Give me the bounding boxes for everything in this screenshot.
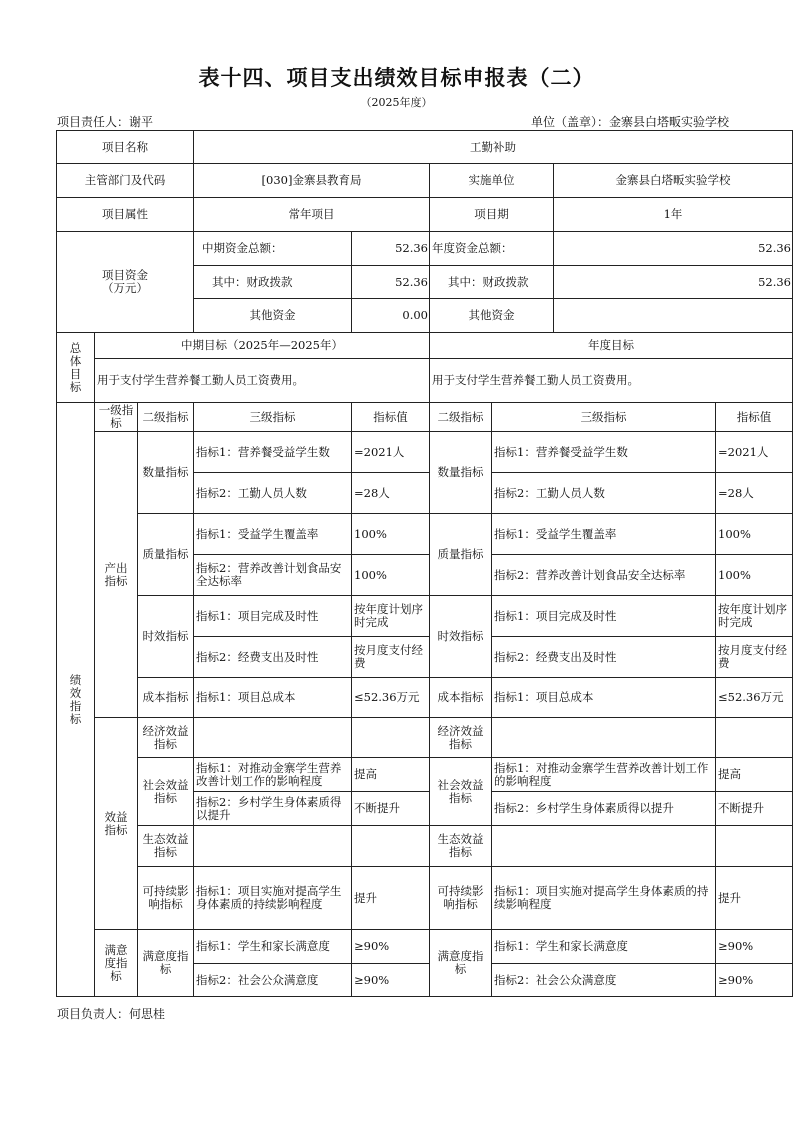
- hdr-level3: 三级指标: [194, 403, 352, 432]
- period-label: 项目期: [430, 198, 554, 232]
- table-row-l3: 指标1：受益学生覆盖率: [194, 514, 352, 555]
- table-row-value-year: =2021人: [716, 432, 793, 473]
- project-name-label: 项目名称: [57, 131, 194, 164]
- table-row-l3: 指标1：项目实施对提高学生身体素质的持续影响程度: [194, 867, 352, 930]
- table-row-value: =28人: [352, 473, 430, 514]
- table-row-value-year: [716, 718, 793, 758]
- table-row-l3: 指标2：营养改善计划食品安全达标率: [194, 555, 352, 596]
- table-row-l3: 指标2：乡村学生身体素质得以提升: [194, 792, 352, 826]
- hdr-value-year: 指标值: [716, 403, 793, 432]
- table-row-value: 提升: [352, 867, 430, 930]
- table-row-l3: 指标1：营养餐受益学生数: [194, 432, 352, 473]
- performance-table: [56, 130, 793, 997]
- table-row-l3-year: 指标2：工勤人员人数: [492, 473, 716, 514]
- funds-label: 项目资金 （万元）: [57, 232, 194, 333]
- mid-fiscal-value: 52.36: [352, 266, 430, 299]
- table-row-value: [352, 718, 430, 758]
- table-row-value: 100%: [352, 514, 430, 555]
- fiscal-year: （2025年度）: [360, 96, 433, 109]
- dept-value: [030]金寨县教育局: [194, 164, 430, 198]
- table-row-l3: 指标1：学生和家长满意度: [194, 930, 352, 964]
- unit-seal: 单位（盖章）：金寨县白塔畈实验学校: [530, 115, 729, 129]
- table-row-value: 按年度计划序时完成: [352, 596, 430, 637]
- table-row-l2-year: 时效指标: [430, 596, 492, 678]
- table-row-l3: 指标2：经费支出及时性: [194, 637, 352, 678]
- year-fiscal-label: 其中：财政拨款: [430, 266, 554, 299]
- year-other-label: 其他资金: [430, 299, 554, 333]
- table-row-value-year: 100%: [716, 514, 793, 555]
- table-row-l3-year: [492, 718, 716, 758]
- table-row-l3-year: 指标1：营养餐受益学生数: [492, 432, 716, 473]
- table-row-value: 100%: [352, 555, 430, 596]
- year-total-label: 年度资金总额：: [430, 232, 554, 266]
- year-fiscal-value: 52.36: [554, 266, 793, 299]
- project-name: 工勤补助: [194, 131, 793, 164]
- hdr-level2-year: 二级指标: [430, 403, 492, 432]
- table-row-l3-year: 指标1：项目总成本: [492, 678, 716, 718]
- table-row-value-year: ≥90%: [716, 930, 793, 964]
- table-row-l3-year: 指标1：项目完成及时性: [492, 596, 716, 637]
- table-row-value: 提高: [352, 758, 430, 792]
- dept-label: 主管部门及代码: [57, 164, 194, 198]
- hdr-level2: 二级指标: [138, 403, 194, 432]
- mid-fiscal-label: 其中：财政拨款: [194, 266, 352, 299]
- table-row-value: 不断提升: [352, 792, 430, 826]
- mid-total-value: 52.36: [352, 232, 430, 266]
- table-row-l3-year: 指标2：乡村学生身体素质得以提升: [492, 792, 716, 826]
- impl-label: 实施单位: [430, 164, 554, 198]
- year-other-value: [554, 299, 793, 333]
- table-row-value-year: [716, 826, 793, 867]
- table-row-l3-year: 指标2：营养改善计划食品安全达标率: [492, 555, 716, 596]
- table-row-value: ≤52.36万元: [352, 678, 430, 718]
- project-lead: 项目负责人：何思桂: [57, 1007, 166, 1021]
- perf-label: 绩 效 指 标: [57, 403, 95, 997]
- table-row-l2: 成本指标: [138, 678, 194, 718]
- mid-other-value: 0.00: [352, 299, 430, 333]
- table-row-l2-year: 经济效益指标: [430, 718, 492, 758]
- year-goal-header: 年度目标: [430, 333, 793, 359]
- table-row-l3-year: 指标1：学生和家长满意度: [492, 930, 716, 964]
- table-row-l2-year: 质量指标: [430, 514, 492, 596]
- table-row-value-year: 100%: [716, 555, 793, 596]
- mid-total-label: 中期资金总额：: [194, 232, 352, 266]
- table-row-l2-year: 数量指标: [430, 432, 492, 514]
- table-row-value-year: =28人: [716, 473, 793, 514]
- table-row-l3: 指标1：项目总成本: [194, 678, 352, 718]
- year-goal-text: 用于支付学生营养餐工勤人员工资费用。: [430, 359, 793, 403]
- table-row-l3: 指标1：对推动金寨学生营养改善计划工作的影响程度: [194, 758, 352, 792]
- table-row-l3-year: 指标2：社会公众满意度: [492, 964, 716, 997]
- table-row-l3-year: 指标1：受益学生覆盖率: [492, 514, 716, 555]
- table-row-l2: 质量指标: [138, 514, 194, 596]
- table-row-value-year: 按年度计划序时完成: [716, 596, 793, 637]
- responsible-person: 项目责任人：谢平: [57, 115, 154, 129]
- table-row-l3: 指标2：社会公众满意度: [194, 964, 352, 997]
- table-row-value: ≥90%: [352, 964, 430, 997]
- table-row-value: =2021人: [352, 432, 430, 473]
- overall-goal-label: 总 体 目 标: [57, 333, 95, 403]
- benefit-label: 效益指标: [95, 718, 138, 930]
- table-row-l3: [194, 718, 352, 758]
- table-row-value-year: 提高: [716, 758, 793, 792]
- table-row-l3: 指标2：工勤人员人数: [194, 473, 352, 514]
- table-row-value-year: ≤52.36万元: [716, 678, 793, 718]
- table-row-l3: [194, 826, 352, 867]
- table-row-l3-year: 指标1：对推动金寨学生营养改善计划工作的影响程度: [492, 758, 716, 792]
- impl-value: 金寨县白塔畈实验学校: [554, 164, 793, 198]
- hdr-level1: 一级指标: [95, 403, 138, 432]
- year-total-value: 52.36: [554, 232, 793, 266]
- table-row-l2: 社会效益指标: [138, 758, 194, 826]
- table-row-l3-year: [492, 826, 716, 867]
- table-row-l2: 时效指标: [138, 596, 194, 678]
- table-row-l3: 指标1：项目完成及时性: [194, 596, 352, 637]
- table-row-value-year: 提升: [716, 867, 793, 930]
- hdr-value: 指标值: [352, 403, 430, 432]
- period-value: 1年: [554, 198, 793, 232]
- table-row-l2: 生态效益指标: [138, 826, 194, 867]
- table-row-l2: 满意度指标: [138, 930, 194, 997]
- table-row-l2-year: 满意度指标: [430, 930, 492, 997]
- output-label: 产出指标: [95, 432, 138, 718]
- attr-label: 项目属性: [57, 198, 194, 232]
- table-row-value-year: 不断提升: [716, 792, 793, 826]
- hdr-level3-year: 三级指标: [492, 403, 716, 432]
- table-row-l2-year: 生态效益指标: [430, 826, 492, 867]
- table-row-l3-year: 指标1：项目实施对提高学生身体素质的持续影响程度: [492, 867, 716, 930]
- attr-value: 常年项目: [194, 198, 430, 232]
- table-row-l2: 经济效益指标: [138, 718, 194, 758]
- table-row-l2-year: 成本指标: [430, 678, 492, 718]
- page-title: 表十四、项目支出绩效目标申报表（二）: [198, 65, 595, 90]
- table-row-l2: 数量指标: [138, 432, 194, 514]
- table-row-l2-year: 社会效益指标: [430, 758, 492, 826]
- table-row-value: [352, 826, 430, 867]
- mid-goal-text: 用于支付学生营养餐工勤人员工资费用。: [95, 359, 430, 403]
- table-row-value-year: 按月度支付经费: [716, 637, 793, 678]
- table-row-l2-year: 可持续影响指标: [430, 867, 492, 930]
- table-row-l2: 可持续影响指标: [138, 867, 194, 930]
- satisfaction-label: 满意度指标: [95, 930, 138, 997]
- mid-other-label: 其他资金: [194, 299, 352, 333]
- table-row-value-year: ≥90%: [716, 964, 793, 997]
- table-row-l3-year: 指标2：经费支出及时性: [492, 637, 716, 678]
- mid-goal-header: 中期目标（2025年—2025年）: [95, 333, 430, 359]
- table-row-value: 按月度支付经费: [352, 637, 430, 678]
- table-row-value: ≥90%: [352, 930, 430, 964]
